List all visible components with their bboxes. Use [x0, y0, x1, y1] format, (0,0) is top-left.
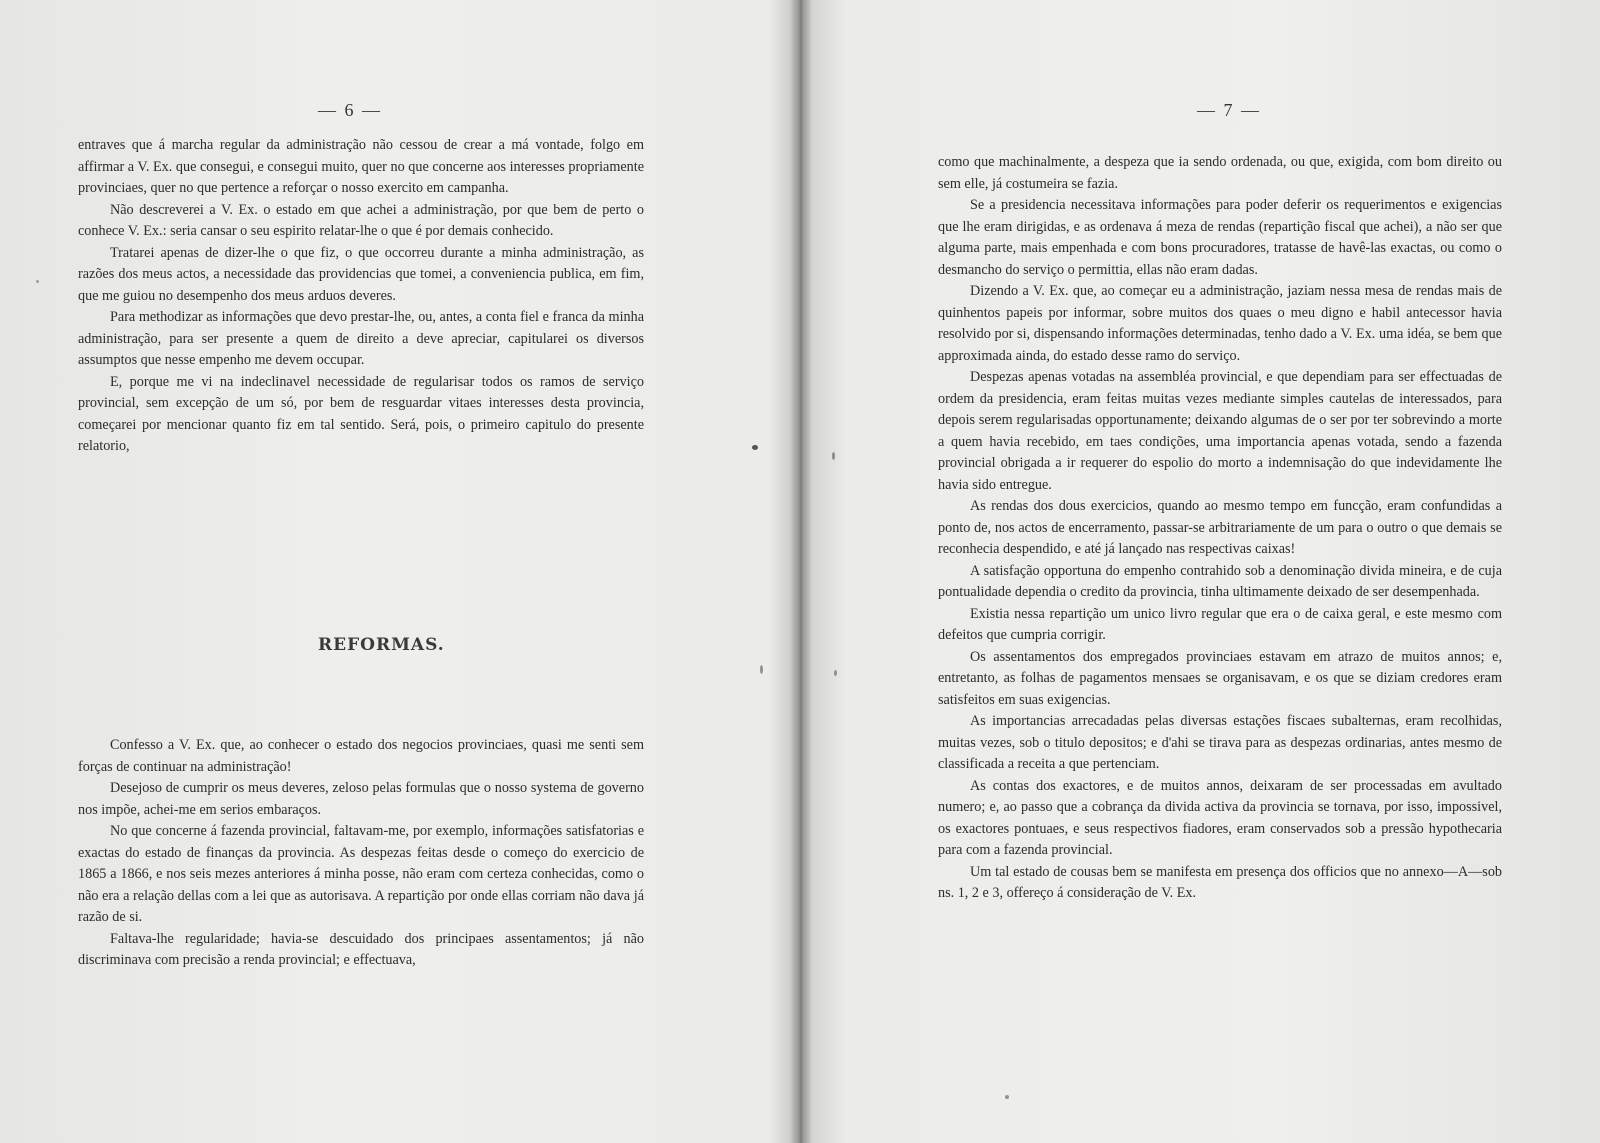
paragraph: Faltava-lhe regularidade; havia-se descuidado dos principaes assentamentos; já não discriminava com precisão a renda provincial; e effectuava,	[78, 930, 644, 968]
paper-speck	[36, 280, 39, 283]
paragraph: Desejoso de cumprir os meus deveres, zeloso pelas formulas que o nosso systema de governo nos impõe, achei-me em serios embaraços.	[78, 780, 644, 818]
paragraph: Se a presidencia necessitava informações para poder deferir os requerimentos e exigencias que lhe eram dirigidas, e as ordenava á meza de rendas (repartição fiscal que achei), a não ser que alguma parte, mais empenhada e com bons procuradores, tratasse de havê-las exactas, ou como o desmancho do serviço o permittia, ellas não eram dadas.	[938, 197, 1502, 278]
right-page	[812, 0, 1600, 1143]
paragraph: como que machinalmente, a despeza que ia sendo ordenada, ou que, exigida, com bom direito ou sem elle, já costumeira se fazia.	[938, 154, 1502, 192]
paragraph: Os assentamentos dos empregados provinciaes estavam em atrazo de muitos annos; e, entretanto, as folhas de pagamentos mensaes se organisavam, e os que se diziam credores eram satisfeitos em suas exigencias.	[938, 648, 1502, 708]
paper-speck	[760, 665, 763, 674]
paper-speck	[834, 670, 837, 676]
paragraph: Para methodizar as informações que devo prestar-lhe, ou, antes, a conta fiel e franca da minha administração, para ser presente a quem de direito a deve apreciar, capitularei os diversos assumptos que nesse empenho me devem occupar.	[78, 309, 644, 368]
paragraph: Existia nessa repartição um unico livro regular que era o de caixa geral, e este mesmo com defeitos que cumpria corrigir.	[938, 605, 1502, 643]
paragraph: Não descreverei a V. Ex. o estado em que achei a administração, por que bem de perto o conhece V. Ex.: seria cansar o seu espirito relatar-lhe o que é por demais conhecido.	[78, 201, 644, 239]
paragraph: entraves que á marcha regular da administração não cessou de crear a má vontade, folgo em affirmar a V. Ex. que consegui, e consegui muito, quer no que concerne aos interesses propriamente provinciaes, quer no que pertence a reforçar o nosso exercito em campanha.	[78, 137, 644, 196]
page-number-right: — 7 —	[1197, 100, 1261, 120]
book-gutter	[790, 0, 812, 1143]
paragraph: E, porque me vi na indeclinavel necessidade de regularisar todos os ramos de serviço provincial, sem excepção de um só, por bem de resguardar vitaes interesses desta provincia, começarei por mencionar quanto fiz em tal sentido. Será, pois, o primeiro capitulo do presente relatorio,	[78, 373, 644, 454]
paper-speck	[752, 445, 758, 450]
left-page	[0, 0, 790, 1143]
left-top-text	[78, 135, 644, 458]
paper-speck	[1005, 1095, 1009, 1099]
paragraph: Um tal estado de cousas bem se manifesta em presença dos officios que no annexo—A—sob ns. 1, 2 e 3, offereço á consideração de V. Ex.	[938, 863, 1502, 901]
paragraph: As rendas dos dous exercicios, quando ao mesmo tempo em funcção, eram confundidas a ponto de, nos actos de encerramento, passar-se arbitrariamente de um para o outro o que demais se reconhecia despendido, e até já lançado nas respectivas caixas!	[938, 498, 1502, 557]
paragraph: No que concerne á fazenda provincial, faltavam-me, por exemplo, informações satisfatorias e exactas do estado de finanças da provincia. As despezas feitas desde o começo do exercicio de 1865 a 1866, e nos seis mezes anteriores á minha posse, não eram com certeza conhecidas, como o não era a relação dellas com a lei que as autorisava. A repartição por onde ellas corriam não dava já razão de si.	[78, 823, 644, 925]
paragraph: As importancias arrecadadas pelas diversas estações fiscaes subalternas, eram recolhidas, muitas vezes, sob o titulo depositos; e d'ahi se tirava para as despezas ordinarias, antes mesmo de classificada a receita a que pertenciam.	[938, 713, 1502, 772]
section-heading: REFORMAS.	[318, 635, 445, 655]
paper-speck	[832, 452, 835, 460]
paragraph: Dizendo a V. Ex. que, ao começar eu a administração, jaziam nessa mesa de rendas mais de quinhentos papeis por informar, sobre muitos dos quaes o meu digno e habil antecessor havia resolvido por si, dispensando informações determinadas, tenho dado a V. Ex. uma idéa, se bem que approximada ainda, do estado desse ramo do serviço.	[938, 283, 1502, 364]
left-bottom-text	[78, 735, 644, 972]
page-number-left: — 6 —	[318, 100, 382, 120]
paragraph: Tratarei apenas de dizer-lhe o que fiz, o que occorreu durante a minha administração, as razões dos meus actos, a necessidade das providencias que tomei, a conveniencia publica, em fim, que me guiou no desempenho dos meus arduos deveres.	[78, 244, 644, 304]
paragraph: Confesso a V. Ex. que, ao conhecer o estado dos negocios provinciaes, quasi me senti sem forças de continuar na administração!	[78, 737, 644, 775]
right-main-text	[938, 152, 1502, 905]
paragraph: Despezas apenas votadas na assembléa provincial, e que dependiam para ser effectuadas de ordem da presidencia, eram feitas muitas vezes mediante simples cautelas de interessados, para depois serem regularisadas opportunamente; deixando algumas de o ser por ter sobrevindo a morte a quem havia recebido, em taes condições, uma importancia apenas votada, sendo a fazenda provincial obrigada a ir requerer do espolio do morto a indemnisação do que indevidamente lhe havia sido entregue.	[938, 369, 1502, 493]
paragraph: As contas dos exactores, e de muitos annos, deixaram de ser processadas em avultado numero; e, ao passo que a cobrança da divida activa da provincia se tornava, por isso, impossivel, os exactores pontuaes, e seus respectivos fiadores, eram conservados sob a pressão hypothecaria para com a fazenda provincial.	[938, 777, 1502, 858]
paragraph: A satisfação opportuna do empenho contrahido sob a denominação divida mineira, e de cuja pontualidade dependia o credito da provincia, tinha ultimamente deixado de ser desempenhada.	[938, 562, 1502, 600]
